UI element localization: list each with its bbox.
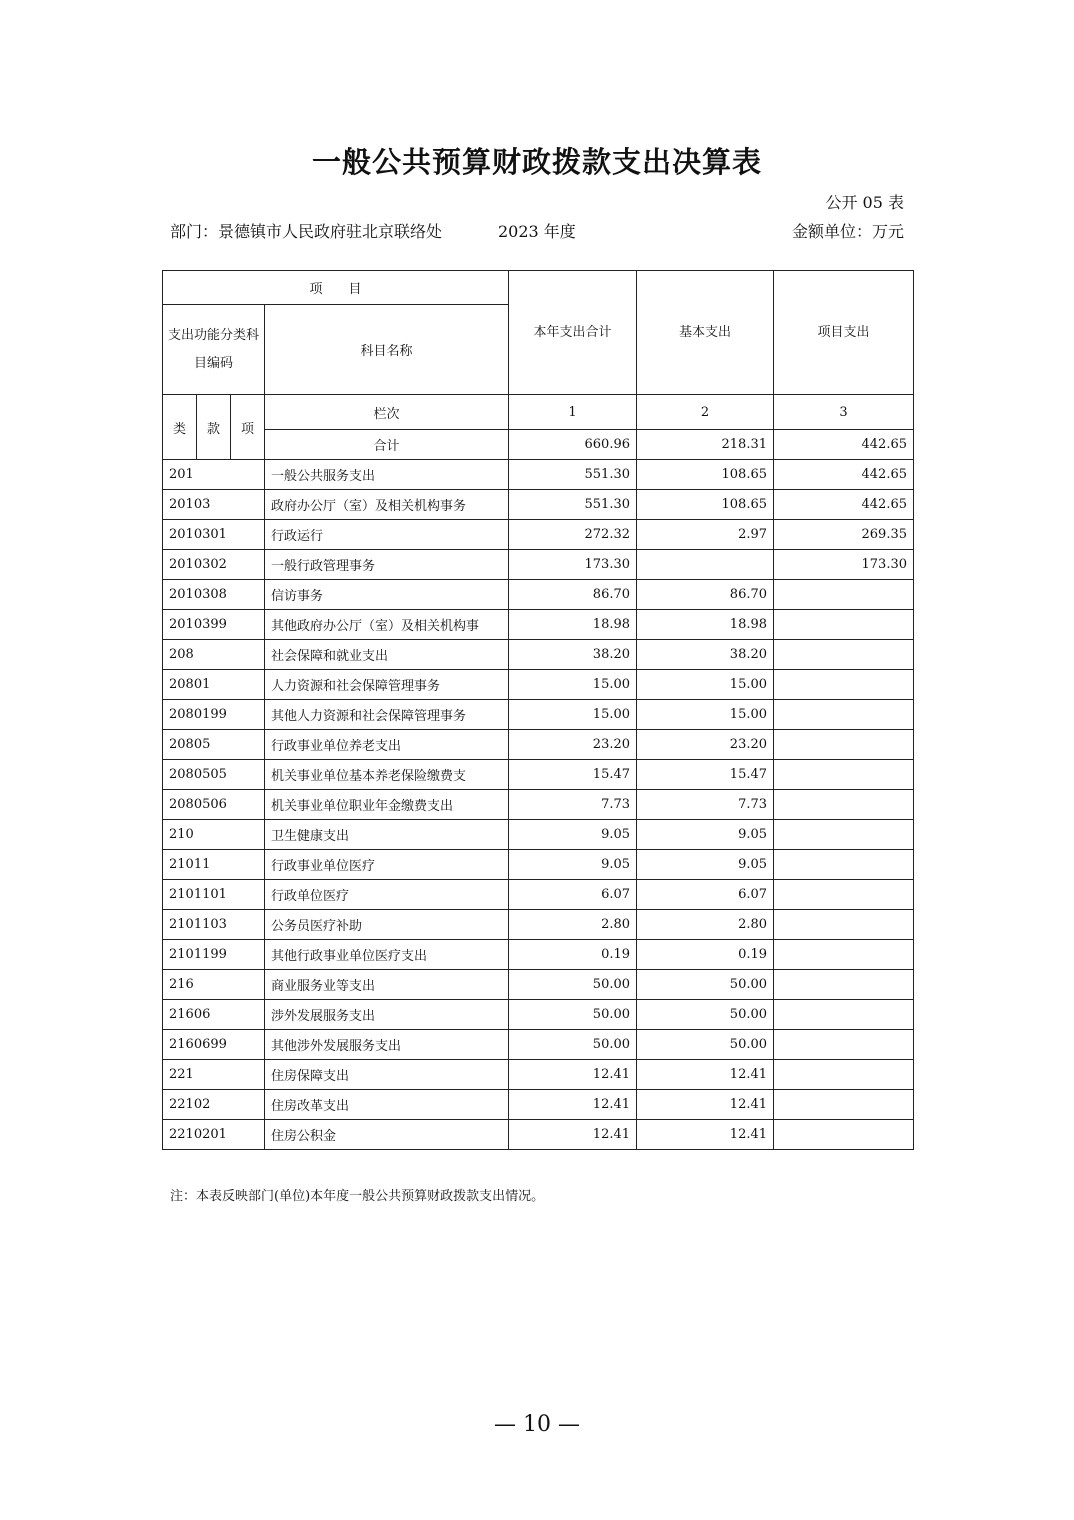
amount-project — [774, 700, 914, 730]
amount-total: 15.00 — [509, 700, 637, 730]
subject-name: 商业服务业等支出 — [265, 970, 509, 1000]
amount-basic: 9.05 — [637, 850, 774, 880]
header-code-group: 支出功能分类科目编码 — [163, 305, 265, 395]
column-number-1: 1 — [509, 395, 637, 430]
subject-code: 2101103 — [163, 910, 265, 940]
amount-project — [774, 910, 914, 940]
amount-total: 12.41 — [509, 1120, 637, 1150]
subject-code: 2010301 — [163, 520, 265, 550]
subject-name: 其他人力资源和社会保障管理事务 — [265, 700, 509, 730]
amount-basic: 50.00 — [637, 970, 774, 1000]
amount-project — [774, 760, 914, 790]
fiscal-year: 2023 年度 — [498, 222, 576, 241]
amount-total: 551.30 — [509, 490, 637, 520]
header-kuan: 款 — [197, 395, 231, 460]
amount-basic: 108.65 — [637, 490, 774, 520]
subject-code: 2010302 — [163, 550, 265, 580]
amount-basic: 12.41 — [637, 1120, 774, 1150]
budget-table — [162, 270, 914, 1150]
header-lanci: 栏次 — [265, 395, 509, 430]
subject-code: 2080505 — [163, 760, 265, 790]
subject-name: 住房保障支出 — [265, 1060, 509, 1090]
subject-code: 20801 — [163, 670, 265, 700]
amount-total: 272.32 — [509, 520, 637, 550]
subject-code: 2080199 — [163, 700, 265, 730]
amount-project: 442.65 — [774, 460, 914, 490]
subject-code: 221 — [163, 1060, 265, 1090]
amount-basic: 50.00 — [637, 1030, 774, 1060]
subject-name: 住房改革支出 — [265, 1090, 509, 1120]
subject-code: 2101199 — [163, 940, 265, 970]
subject-code: 216 — [163, 970, 265, 1000]
table-row — [163, 520, 914, 550]
amount-total: 6.07 — [509, 880, 637, 910]
sum-basic: 218.31 — [637, 430, 774, 460]
sum-label: 合计 — [265, 430, 509, 460]
amount-basic: 9.05 — [637, 820, 774, 850]
amount-total: 9.05 — [509, 820, 637, 850]
table-row — [163, 1060, 914, 1090]
amount-project — [774, 790, 914, 820]
amount-project — [774, 940, 914, 970]
table-row — [163, 490, 914, 520]
amount-project — [774, 1030, 914, 1060]
amount-project: 173.30 — [774, 550, 914, 580]
form-number: 公开 05 表 — [825, 193, 904, 212]
amount-basic: 23.20 — [637, 730, 774, 760]
table-row — [163, 580, 914, 610]
subject-name: 机关事业单位基本养老保险缴费支 — [265, 760, 509, 790]
amount-basic: 15.00 — [637, 700, 774, 730]
subject-name: 社会保障和就业支出 — [265, 640, 509, 670]
subject-name: 信访事务 — [265, 580, 509, 610]
amount-total: 15.00 — [509, 670, 637, 700]
table-row — [163, 670, 914, 700]
table-row — [163, 550, 914, 580]
table-row — [163, 1030, 914, 1060]
subject-name: 其他涉外发展服务支出 — [265, 1030, 509, 1060]
header-item: 项 目 — [163, 271, 509, 305]
table-row — [163, 700, 914, 730]
subject-code: 2010399 — [163, 610, 265, 640]
subject-name: 涉外发展服务支出 — [265, 1000, 509, 1030]
table-row — [163, 880, 914, 910]
amount-total: 2.80 — [509, 910, 637, 940]
amount-total: 7.73 — [509, 790, 637, 820]
amount-total: 15.47 — [509, 760, 637, 790]
subject-name: 政府办公厅（室）及相关机构事务 — [265, 490, 509, 520]
header-total: 本年支出合计 — [509, 271, 637, 395]
amount-project — [774, 820, 914, 850]
amount-project: 269.35 — [774, 520, 914, 550]
amount-project — [774, 1060, 914, 1090]
header-subject-name: 科目名称 — [265, 305, 509, 395]
page-number: — 10 — — [494, 1412, 580, 1437]
table-row — [163, 850, 914, 880]
amount-total: 50.00 — [509, 970, 637, 1000]
amount-project: 442.65 — [774, 490, 914, 520]
column-number-3: 3 — [774, 395, 914, 430]
amount-project — [774, 1090, 914, 1120]
amount-basic: 0.19 — [637, 940, 774, 970]
amount-basic: 18.98 — [637, 610, 774, 640]
sum-project: 442.65 — [774, 430, 914, 460]
amount-basic: 2.80 — [637, 910, 774, 940]
table-row — [163, 1090, 914, 1120]
table-note: 注：本表反映部门(单位)本年度一般公共预算财政拨款支出情况。 — [170, 1189, 545, 1204]
amount-project — [774, 730, 914, 760]
column-number-2: 2 — [637, 395, 774, 430]
table-row — [163, 460, 914, 490]
table-row — [163, 1000, 914, 1030]
subject-code: 2080506 — [163, 790, 265, 820]
table-row — [163, 910, 914, 940]
amount-basic: 38.20 — [637, 640, 774, 670]
amount-basic: 50.00 — [637, 1000, 774, 1030]
amount-basic: 15.00 — [637, 670, 774, 700]
subject-name: 住房公积金 — [265, 1120, 509, 1150]
table-row — [163, 970, 914, 1000]
amount-total: 86.70 — [509, 580, 637, 610]
amount-project — [774, 850, 914, 880]
subject-code: 208 — [163, 640, 265, 670]
subject-name: 一般公共服务支出 — [265, 460, 509, 490]
amount-total: 50.00 — [509, 1030, 637, 1060]
amount-total: 9.05 — [509, 850, 637, 880]
table-row — [163, 940, 914, 970]
amount-basic: 12.41 — [637, 1090, 774, 1120]
subject-name: 卫生健康支出 — [265, 820, 509, 850]
amount-total: 50.00 — [509, 1000, 637, 1030]
header-project: 项目支出 — [774, 271, 914, 395]
subject-code: 2160699 — [163, 1030, 265, 1060]
amount-project — [774, 880, 914, 910]
subject-code: 20805 — [163, 730, 265, 760]
amount-total: 18.98 — [509, 610, 637, 640]
subject-code: 21011 — [163, 850, 265, 880]
amount-project — [774, 1120, 914, 1150]
amount-total: 23.20 — [509, 730, 637, 760]
subject-name: 机关事业单位职业年金缴费支出 — [265, 790, 509, 820]
table-row — [163, 610, 914, 640]
department-label: 部门：景德镇市人民政府驻北京联络处 — [170, 222, 443, 241]
subject-name: 公务员医疗补助 — [265, 910, 509, 940]
subject-name: 行政运行 — [265, 520, 509, 550]
amount-basic: 7.73 — [637, 790, 774, 820]
amount-project — [774, 670, 914, 700]
table-row — [163, 640, 914, 670]
subject-name: 其他行政事业单位医疗支出 — [265, 940, 509, 970]
subject-code: 2101101 — [163, 880, 265, 910]
amount-total: 12.41 — [509, 1060, 637, 1090]
amount-basic: 2.97 — [637, 520, 774, 550]
amount-total: 173.30 — [509, 550, 637, 580]
subject-name: 行政事业单位医疗 — [265, 850, 509, 880]
amount-total: 12.41 — [509, 1090, 637, 1120]
subject-code: 20103 — [163, 490, 265, 520]
amount-total: 551.30 — [509, 460, 637, 490]
subject-code: 21606 — [163, 1000, 265, 1030]
subject-name: 人力资源和社会保障管理事务 — [265, 670, 509, 700]
header-basic: 基本支出 — [637, 271, 774, 395]
subject-name: 行政事业单位养老支出 — [265, 730, 509, 760]
table-row — [163, 820, 914, 850]
table-row — [163, 1120, 914, 1150]
amount-total: 0.19 — [509, 940, 637, 970]
header-xiang: 项 — [231, 395, 265, 460]
amount-total: 38.20 — [509, 640, 637, 670]
subject-name: 一般行政管理事务 — [265, 550, 509, 580]
page-title: 一般公共预算财政拨款支出决算表 — [311, 145, 762, 179]
table-row — [163, 790, 914, 820]
sum-total: 660.96 — [509, 430, 637, 460]
table-row — [163, 730, 914, 760]
amount-project — [774, 970, 914, 1000]
amount-basic: 108.65 — [637, 460, 774, 490]
subject-code: 2010308 — [163, 580, 265, 610]
amount-project — [774, 1000, 914, 1030]
amount-project — [774, 580, 914, 610]
amount-unit: 金额单位：万元 — [791, 222, 904, 241]
table-row — [163, 760, 914, 790]
amount-basic: 86.70 — [637, 580, 774, 610]
subject-name: 行政单位医疗 — [265, 880, 509, 910]
subject-code: 22102 — [163, 1090, 265, 1120]
header-lei: 类 — [163, 395, 197, 460]
subject-code: 210 — [163, 820, 265, 850]
amount-basic — [637, 550, 774, 580]
amount-project — [774, 610, 914, 640]
amount-basic: 15.47 — [637, 760, 774, 790]
amount-basic: 6.07 — [637, 880, 774, 910]
amount-basic: 12.41 — [637, 1060, 774, 1090]
amount-project — [774, 640, 914, 670]
subject-name: 其他政府办公厅（室）及相关机构事 — [265, 610, 509, 640]
subject-code: 2210201 — [163, 1120, 265, 1150]
subject-code: 201 — [163, 460, 265, 490]
